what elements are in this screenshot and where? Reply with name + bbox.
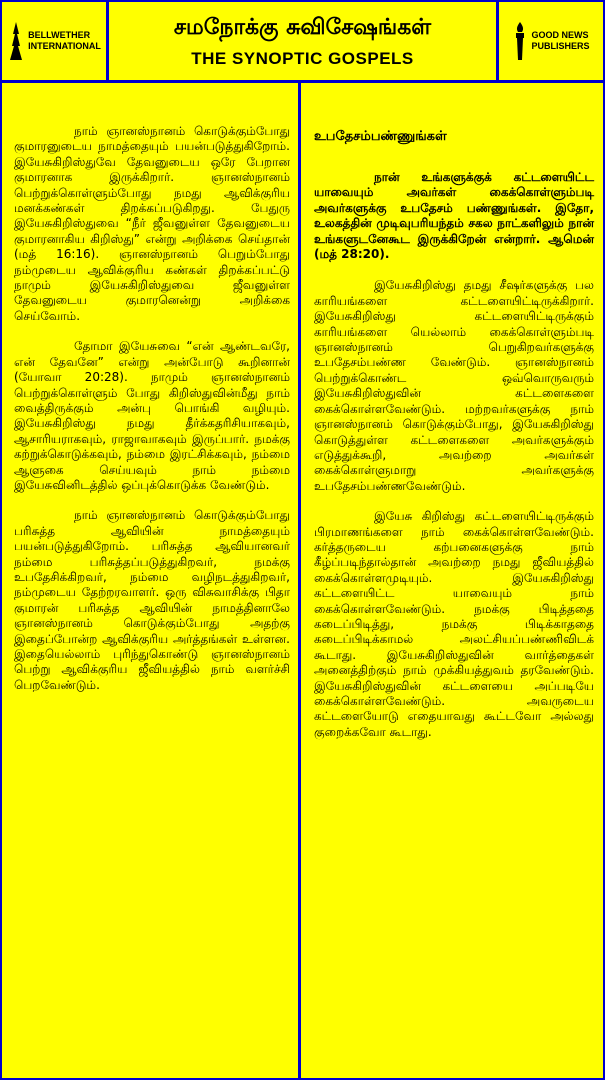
scripture-quote: நான் உங்களுக்குக் கட்டளையிட்ட யாவையும் அவர்கள் கைக்கொள்ளும்படி அவர்களுக்கு உபதேசம் பண்ணுங்கள். இதோ, உலகத்தின் முடிவுபரியந்தம் சகல நாட்களிலும் நான் உங்களுடனேகூட இருக்கிறேன் என்றார். ஆமென் (மத் 28:20). [314, 170, 594, 262]
page-title-tamil: சமநோக்கு சுவிசேஷங்கள் [173, 15, 432, 40]
right-logo-line-1: GOOD NEWS [531, 30, 589, 40]
title-block [109, 2, 496, 80]
torch-icon [512, 20, 528, 62]
left-paragraph-2: தோமா இயேசுவை “என் ஆண்டவரே, என் தேவனே” என்று அன்போடு கூறினான் (யோவா 20:28). நாமும் ஞானஸ்நானம் பெற்றுக்கொள்ளும் போது கிறிஸ்துவின்மீது நாம் வைத்திருக்கும் அன்பு பொங்கி வழியும். இயேசுகிறிஸ்து நமது தீர்க்கதரிசியாகவும், ஆசாரியராகவும், ராஜாவாகவும் இருப்பார். நமக்கு கற்றுக்கொடுக்கவும், நம்மை இரட்சிக்கவும், நம்மை ஆளுகை செய்யவும் நாம் நம்மை இயேசுவினிடத்தில் ஒப்புக்கொடுக்க வேண்டும். [14, 339, 290, 492]
section-heading: உபதேசம்பண்ணுங்கள் [314, 129, 447, 144]
column-divider [298, 80, 301, 1078]
left-logo-line-1: BELLWETHER [28, 30, 91, 40]
bellwether-icon [7, 20, 25, 62]
right-paragraph-1: இயேசுகிறிஸ்து தமது சீஷர்களுக்கு பல காரியங்களை கட்டளையிட்டிருக்கிறார். இயேசுகிறிஸ்து கட்டளையிட்டிருக்கும் காரியங்களை யெல்லாம் கைக்கொள்ளும்படி ஞானஸ்நானம் பெறுகிறவர்களுக்கு உபதேசம்பண்ண வேண்டும். ஞானஸ்நானம் பெற்றுக்கொண்ட ஒவ்வொருவரும் இயேசுகிறிஸ்துவின் கட்டளைகளை கைக்கொள்ளவேண்டும். மற்றவர்களுக்கு நாம் ஞானஸ்நானம் கொடுக்கும்போது, இயேசுகிறிஸ்து கொடுத்துள்ள கட்டளைகளை அவர்களுக்கும் எடுத்துக்கூறி, அவற்றை அவர்கள் கைக்கொள்ளுமாறு அவர்களுக்கு உபதேசம்பண்ணவேண்டும். [314, 278, 594, 493]
left-paragraph-3: நாம் ஞானஸ்நானம் கொடுக்கும்போது பரிசுத்த ஆவியின் நாமத்தையும் பயன்படுத்துகிறோம். பரிசுத்த ஆவியானவர் நம்மை பரிசுத்தப்படுத்துகிறவர், நமக்கு உபதேசிக்கிறவர், நம்மை வழிநடத்துகிறவர், நம்முடைய தேற்றரவாளர். ஒரு விசுவாசிக்கு பிதா குமாரன் பரிசுத்த ஆவியின் நாமத்தினாலே ஞானஸ்நானம் கொடுக்கும்போது அதற்கு இதைப்போன்ற ஆவிக்குரிய அர்த்தங்கள் உள்ளன. இதையெல்லாம் புரிந்துகொண்டு ஞானஸ்நானம் பெற்று ஆவிக்குரிய ஜீவியத்தில் நாம் வளர்ச்சி பெறவேண்டும். [14, 508, 290, 692]
right-column [314, 128, 594, 755]
good-news-logo [496, 2, 603, 80]
left-logo-line-2: INTERNATIONAL [28, 41, 101, 51]
right-paragraph-2: இயேசு கிறிஸ்து கட்டளையிட்டிருக்கும் பிரமாணங்களை நாம் கைக்கொள்ளவேண்டும். கர்த்தருடைய கற்பனைகளுக்கு நாம் கீழ்ப்படிந்தால்தான் அவற்றை நமது ஜீவியத்தில் கைக்கொள்ளமுடியும். இயேசுகிறிஸ்து கட்டளையிட்ட யாவையும் நாம் கைக்கொள்ளவேண்டும். நமக்கு பிடித்ததை கடைப்பிடித்து, நமக்கு பிடிக்காததை கடைப்பிடிக்காமல் அலட்சியப்பண்ணிவிடக் கூடாது. இயேசுகிறிஸ்துவின் வார்த்தைகள் அனைத்திற்கும் நாம் முக்கியத்துவம் தரவேண்டும். இயேசுகிறிஸ்துவின் கட்டளையை அப்படியே கைக்கொள்ளவேண்டும். அவருடைய கட்டளையோடு எதையாவது கூட்டவோ அல்லது குறைக்கவோ கூடாது. [314, 509, 594, 739]
left-column [14, 124, 290, 708]
bellwether-logo [2, 2, 109, 80]
left-paragraph-1: நாம் ஞானஸ்நானம் கொடுக்கும்போது குமாரனுடைய நாமத்தையும் பயன்படுத்துகிறோம். இயேசுகிறிஸ்துவே தேவனுடைய ஒரே பேறான குமாரனாக இருக்கிறார். ஞானஸ்நானம் பெற்றுக்கொள்ளும்போது நமது ஆவிக்குரிய மனக்கண்கள் திறக்கப்படுகிறது. பேதுரு இயேசுகிறிஸ்துவை “நீர் ஜீவனுள்ள தேவனுடைய குமாரனாகிய கிறிஸ்து” என்று அறிக்கை செய்தான் (மத் 16:16). ஞானஸ்நானம் பெறும்போது நம்முடைய ஆவிக்குரிய கண்கள் திறக்கப்பட்டு நாமும் இயேசுகிறிஸ்துவை ஜீவனுள்ள தேவனுடைய குமாரனென்று அறிக்கை செய்வோம். [14, 124, 290, 323]
header [2, 2, 603, 83]
right-logo-line-2: PUBLISHERS [531, 41, 590, 51]
page-title-english: THE SYNOPTIC GOSPELS [191, 49, 414, 68]
